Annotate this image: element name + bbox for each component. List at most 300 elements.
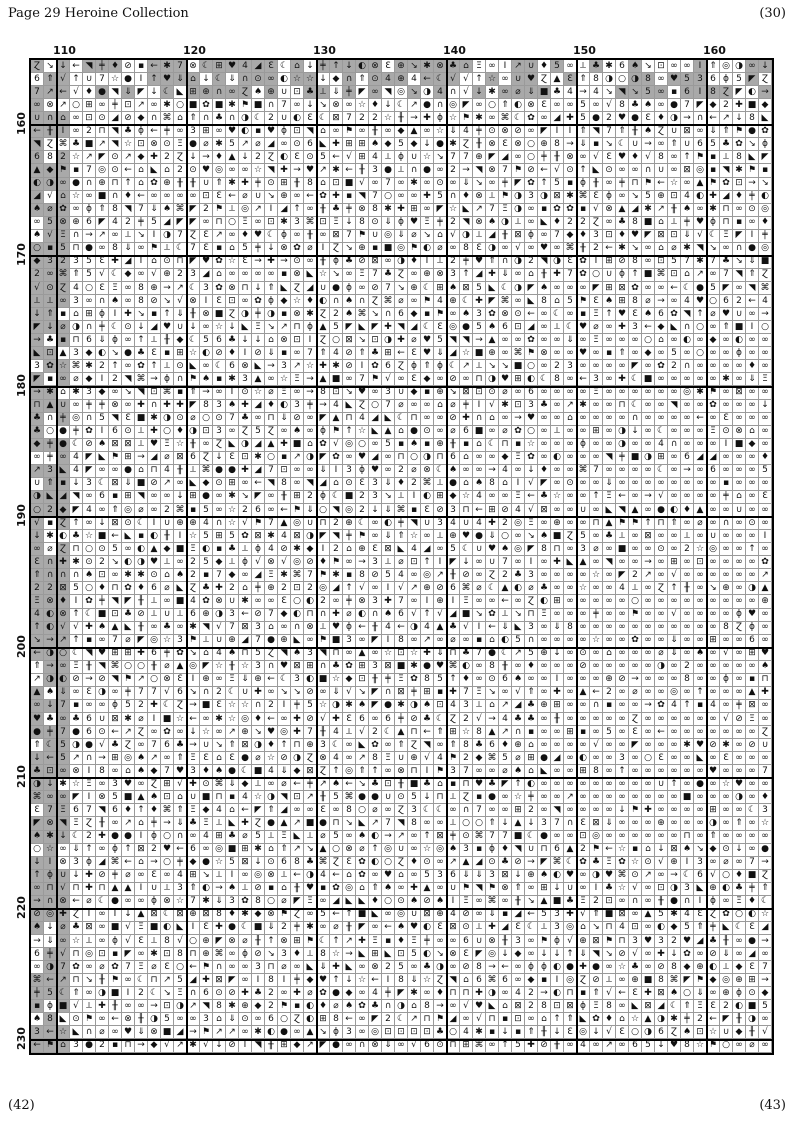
chart-cell: ☾ (486, 439, 499, 452)
chart-cell: ⌀ (70, 373, 83, 386)
chart-cell: ⇓ (278, 413, 291, 426)
chart-cell: ⊘ (525, 164, 538, 177)
chart-cell: ∞ (564, 700, 577, 713)
chart-cell: ⊗ (44, 595, 57, 608)
chart-cell: ✱ (564, 191, 577, 204)
chart-cell: ↓ (31, 308, 44, 321)
chart-cell: ■ (200, 791, 213, 804)
chart-cell: ♥ (616, 308, 629, 321)
chart-cell: → (538, 987, 551, 1000)
chart-cell: ⟂ (83, 935, 96, 948)
chart-cell: ◆ (213, 556, 226, 569)
chart-cell: Ɀ (317, 334, 330, 347)
chart-cell: 5 (330, 321, 343, 334)
chart-cell: 7 (109, 635, 122, 648)
chart-cell: 8 (681, 674, 694, 687)
chart-cell: ◑ (31, 778, 44, 791)
chart-cell: ⊞ (512, 804, 525, 817)
chart-cell: ∞ (525, 935, 538, 948)
chart-cell: ♥ (616, 112, 629, 125)
chart-cell: ∪ (733, 308, 746, 321)
chart-cell: 3 (434, 517, 447, 530)
chart-cell: 2 (681, 543, 694, 556)
chart-cell: ♦ (499, 844, 512, 857)
chart-cell: 7 (551, 230, 564, 243)
chart-cell: ⊗ (57, 609, 70, 622)
chart-cell: ∞ (694, 204, 707, 217)
chart-cell: → (577, 86, 590, 99)
chart-cell: Ɀ (226, 308, 239, 321)
chart-cell: √ (590, 151, 603, 164)
chart-cell: 4 (265, 543, 278, 556)
chart-cell: ⇓ (746, 373, 759, 386)
chart-cell: ∞ (681, 400, 694, 413)
chart-cell: ∞ (382, 452, 395, 465)
chart-cell: ◆ (759, 987, 772, 1000)
chart-cell: ⌂ (187, 73, 200, 86)
chart-cell: ◣ (187, 478, 200, 491)
chart-cell: ∞ (200, 360, 213, 373)
chart-cell: ▪ (109, 491, 122, 504)
chart-cell: ◆ (31, 439, 44, 452)
chart-cell: ∞ (668, 491, 681, 504)
chart-cell: ∩ (226, 112, 239, 125)
chart-cell: ⊙ (265, 857, 278, 870)
chart-cell: ⊡ (317, 217, 330, 230)
chart-cell: ╪ (122, 687, 135, 700)
chart-cell: ↓ (57, 831, 70, 844)
chart-cell: ⊡ (395, 948, 408, 961)
chart-cell: ∞ (239, 961, 252, 974)
chart-cell: ✿ (356, 857, 369, 870)
chart-cell: ● (226, 765, 239, 778)
chart-cell: ⊞ (122, 491, 135, 504)
chart-cell: 4 (499, 465, 512, 478)
chart-cell: ∞ (616, 831, 629, 844)
chart-cell: ∞ (655, 387, 668, 400)
chart-cell: ↓ (187, 726, 200, 739)
chart-cell: ⊘ (577, 661, 590, 674)
chart-cell: ⇓ (668, 648, 681, 661)
chart-cell: ● (31, 726, 44, 739)
chart-cell: ∞ (499, 347, 512, 360)
chart-cell: ╫ (135, 595, 148, 608)
chart-cell: ← (395, 347, 408, 360)
chart-cell: ╫ (317, 204, 330, 217)
chart-cell: ⊞ (746, 974, 759, 987)
chart-cell: 2 (317, 595, 330, 608)
chart-cell: ♠ (31, 204, 44, 217)
chart-cell: ⇓ (525, 86, 538, 99)
chart-cell: √ (447, 73, 460, 86)
chart-cell: ◥ (122, 204, 135, 217)
chart-cell: 5 (200, 504, 213, 517)
chart-cell: ⊗ (564, 151, 577, 164)
chart-cell: ◎ (447, 321, 460, 334)
chart-cell: ⊙ (434, 178, 447, 191)
chart-cell: ◐ (278, 400, 291, 413)
chart-cell: ♣ (720, 138, 733, 151)
chart-cell: ☆ (57, 1026, 70, 1039)
chart-cell: 8 (408, 817, 421, 830)
chart-cell: ⊓ (538, 844, 551, 857)
chart-cell: ∞ (707, 556, 720, 569)
chart-cell: ← (135, 191, 148, 204)
chart-cell: 3 (525, 569, 538, 582)
chart-cell: ○ (200, 413, 213, 426)
chart-cell: ⌀ (252, 752, 265, 765)
chart-cell: ↘ (434, 948, 447, 961)
chart-cell: ∞ (707, 648, 720, 661)
chart-cell: ▪ (109, 1040, 122, 1053)
chart-cell: ↓ (512, 870, 525, 883)
chart-cell: 5 (395, 961, 408, 974)
chart-cell: ⊘ (213, 347, 226, 360)
chart-cell: 5 (759, 465, 772, 478)
chart-cell: ∞ (122, 334, 135, 347)
chart-cell: ◥ (330, 504, 343, 517)
chart-cell: ◑ (148, 1013, 161, 1026)
chart-cell: ∞ (317, 922, 330, 935)
chart-cell: ◢ (239, 635, 252, 648)
chart-cell: Ι (83, 765, 96, 778)
chart-cell: ⌀ (499, 387, 512, 400)
chart-cell: ◎ (720, 60, 733, 73)
chart-cell: Ι (382, 582, 395, 595)
chart-cell: ∞ (694, 831, 707, 844)
chart-cell: ∞ (655, 569, 668, 582)
chart-cell: ☆ (226, 713, 239, 726)
chart-cell: 8 (551, 373, 564, 386)
chart-cell: ↑ (122, 844, 135, 857)
chart-cell: → (759, 935, 772, 948)
chart-cell: ▲ (317, 844, 330, 857)
chart-cell: ◐ (512, 582, 525, 595)
chart-cell: ♠ (681, 1026, 694, 1039)
chart-cell: ◐ (551, 870, 564, 883)
chart-cell: ⊠ (174, 909, 187, 922)
chart-cell: ♥ (330, 622, 343, 635)
chart-cell: ◥ (200, 1000, 213, 1013)
chart-cell: √ (525, 478, 538, 491)
chart-cell: ∞ (564, 439, 577, 452)
chart-cell: ↓ (538, 948, 551, 961)
chart-cell: ◥ (590, 948, 603, 961)
chart-cell: ✿ (629, 282, 642, 295)
chart-cell: ∞ (616, 687, 629, 700)
chart-cell: ⊓ (44, 883, 57, 896)
chart-cell: ← (538, 164, 551, 177)
chart-cell: ♣ (330, 661, 343, 674)
chart-cell: Ξ (83, 778, 96, 791)
chart-cell: ✚ (421, 191, 434, 204)
chart-cell: 4 (213, 648, 226, 661)
chart-cell: ◢ (200, 269, 213, 282)
chart-cell: ∞ (434, 817, 447, 830)
chart-cell: ∞ (603, 465, 616, 478)
chart-cell: ∞ (603, 360, 616, 373)
chart-cell: ⊠ (369, 256, 382, 269)
chart-cell: ⊕ (200, 674, 213, 687)
chart-cell: ☆ (161, 635, 174, 648)
chart-cell: ∞ (668, 804, 681, 817)
chart-cell: ♦ (317, 1000, 330, 1013)
chart-cell: 4 (460, 125, 473, 138)
chart-cell: Ɀ (135, 726, 148, 739)
chart-cell: 5 (57, 752, 70, 765)
chart-cell: ◤ (70, 791, 83, 804)
chart-cell: ↗ (96, 138, 109, 151)
major-gridline-vertical (56, 60, 58, 1053)
chart-cell: ∞ (499, 73, 512, 86)
chart-cell: ⊘ (538, 1040, 551, 1053)
chart-cell: ▲ (512, 817, 525, 830)
chart-cell: → (31, 387, 44, 400)
chart-cell: ⊗ (148, 138, 161, 151)
chart-cell: ⊘ (252, 948, 265, 961)
chart-cell: ◆ (278, 295, 291, 308)
chart-cell: 5 (668, 347, 681, 360)
chart-cell: ∞ (759, 413, 772, 426)
chart-cell: ∞ (707, 439, 720, 452)
chart-cell: ☾ (395, 99, 408, 112)
chart-cell: Ι (44, 857, 57, 870)
chart-cell: ◣ (460, 204, 473, 217)
chart-cell: ∞ (759, 713, 772, 726)
chart-cell: ⊞ (746, 648, 759, 661)
chart-cell: ✚ (486, 922, 499, 935)
chart-cell: ◎ (382, 230, 395, 243)
chart-cell: Ɀ (70, 909, 83, 922)
chart-cell: ╪ (395, 713, 408, 726)
chart-cell: Ι (135, 883, 148, 896)
major-gridline-vertical (186, 60, 188, 1053)
chart-cell: ⊠ (551, 191, 564, 204)
chart-cell: ◑ (304, 870, 317, 883)
chart-cell: ∞ (200, 713, 213, 726)
chart-cell: ◥ (473, 883, 486, 896)
chart-cell: ⇑ (733, 817, 746, 830)
chart-cell: ∞ (226, 269, 239, 282)
chart-cell: ⊞ (356, 138, 369, 151)
chart-cell: ⇓ (317, 465, 330, 478)
chart-cell: ▲ (460, 857, 473, 870)
chart-cell: ♠ (135, 765, 148, 778)
chart-cell: ∞ (668, 726, 681, 739)
chart-cell: ∞ (694, 791, 707, 804)
chart-cell: ⌀ (655, 648, 668, 661)
chart-cell: ○ (707, 295, 720, 308)
chart-cell: ⇑ (499, 99, 512, 112)
chart-cell: ✿ (200, 99, 213, 112)
chart-cell: ╪ (148, 817, 161, 830)
chart-cell: ∞ (473, 661, 486, 674)
row-number-label: 170 (15, 243, 28, 266)
chart-cell: ▪ (421, 439, 434, 452)
chart-cell: ∞ (473, 909, 486, 922)
chart-cell: ✿ (252, 295, 265, 308)
chart-cell: ∞ (252, 1013, 265, 1026)
chart-cell: ∩ (187, 987, 200, 1000)
chart-cell: ♣ (564, 896, 577, 909)
chart-cell: ⚑ (642, 178, 655, 191)
chart-cell: ∞ (551, 334, 564, 347)
chart-cell: ╪ (109, 870, 122, 883)
chart-cell: ◤ (642, 230, 655, 243)
chart-cell: ∩ (83, 321, 96, 334)
chart-cell: ✿ (720, 178, 733, 191)
chart-cell: ⊘ (122, 60, 135, 73)
chart-cell: ♥ (525, 413, 538, 426)
chart-cell: ⊗ (434, 269, 447, 282)
chart-cell: ✿ (577, 857, 590, 870)
chart-cell: ☾ (382, 726, 395, 739)
chart-cell: √ (434, 609, 447, 622)
chart-cell: ⊕ (434, 387, 447, 400)
chart-cell: ♣ (70, 922, 83, 935)
chart-cell: ♣ (70, 138, 83, 151)
chart-cell: ∞ (291, 230, 304, 243)
chart-cell: ◤ (746, 73, 759, 86)
chart-cell: ⌀ (83, 896, 96, 909)
chart-cell: ∞ (668, 387, 681, 400)
chart-cell: Ι (239, 347, 252, 360)
chart-cell: ● (109, 831, 122, 844)
chart-cell: ⊙ (174, 413, 187, 426)
chart-cell: ⚑ (629, 517, 642, 530)
chart-cell: ↘ (278, 687, 291, 700)
chart-cell: Ɛ (473, 243, 486, 256)
chart-cell: ✚ (57, 909, 70, 922)
chart-cell: ⇓ (382, 530, 395, 543)
chart-cell: → (265, 360, 278, 373)
chart-cell: ◆ (343, 674, 356, 687)
chart-cell: ⌂ (525, 739, 538, 752)
chart-cell: 2 (382, 961, 395, 974)
chart-cell: ⟂ (317, 86, 330, 99)
chart-cell: → (213, 883, 226, 896)
chart-cell: Ɛ (382, 60, 395, 73)
chart-cell: ▪ (278, 269, 291, 282)
chart-cell: Ι (317, 243, 330, 256)
chart-cell: ∞ (564, 674, 577, 687)
chart-cell: ↓ (239, 334, 252, 347)
chart-cell: Ɛ (460, 948, 473, 961)
chart-cell: ⚑ (707, 387, 720, 400)
chart-cell: ⊙ (96, 543, 109, 556)
chart-cell: ∞ (668, 452, 681, 465)
chart-cell: ╫ (83, 661, 96, 674)
chart-cell: ◐ (746, 86, 759, 99)
chart-cell: √ (70, 1000, 83, 1013)
chart-cell: ♥ (304, 164, 317, 177)
chart-cell: 2 (525, 987, 538, 1000)
chart-cell: ∞ (681, 517, 694, 530)
chart-cell: ✱ (252, 844, 265, 857)
chart-cell: ▲ (395, 726, 408, 739)
chart-cell: ✿ (83, 595, 96, 608)
chart-cell: 7 (382, 178, 395, 191)
chart-cell: ⇓ (70, 844, 83, 857)
chart-cell: ◑ (434, 961, 447, 974)
chart-cell: ■ (187, 99, 200, 112)
chart-cell: ∞ (590, 1040, 603, 1053)
chart-cell: ∞ (564, 347, 577, 360)
chart-cell: ∞ (265, 778, 278, 791)
chart-cell: ∞ (655, 870, 668, 883)
chart-cell: ▪ (577, 987, 590, 1000)
chart-cell: ⊠ (135, 844, 148, 857)
chart-cell: ╫ (551, 713, 564, 726)
chart-cell: ⊓ (96, 125, 109, 138)
chart-cell: Ξ (720, 230, 733, 243)
chart-cell: ← (421, 73, 434, 86)
chart-cell: ⊙ (434, 1040, 447, 1053)
chart-cell: ↗ (434, 569, 447, 582)
chart-cell: ♠ (382, 883, 395, 896)
chart-cell: ∩ (148, 112, 161, 125)
chart-cell: ○ (733, 909, 746, 922)
chart-cell: ∞ (746, 400, 759, 413)
chart-cell: ╫ (447, 569, 460, 582)
chart-cell: ◢ (304, 282, 317, 295)
chart-cell: Ι (83, 909, 96, 922)
chart-cell: ♦ (122, 191, 135, 204)
chart-cell: ⊠ (655, 987, 668, 1000)
chart-cell: ⊗ (187, 295, 200, 308)
chart-cell: ∞ (759, 948, 772, 961)
chart-cell: ⊓ (213, 217, 226, 230)
chart-cell: ∞ (668, 478, 681, 491)
chart-cell: Ɛ (213, 295, 226, 308)
chart-cell: ◢ (512, 700, 525, 713)
chart-cell: ♣ (122, 125, 135, 138)
chart-cell: ■ (395, 661, 408, 674)
chart-cell: ⚑ (460, 883, 473, 896)
chart-cell: 8 (252, 896, 265, 909)
chart-cell: ↑ (551, 1013, 564, 1026)
chart-cell: → (746, 178, 759, 191)
chart-cell: ⇑ (278, 844, 291, 857)
row-number-label: 230 (15, 1027, 28, 1050)
chart-cell: ↗ (694, 269, 707, 282)
chart-cell: Ξ (408, 935, 421, 948)
chart-cell: ◐ (655, 922, 668, 935)
chart-cell: 4 (330, 726, 343, 739)
chart-cell: ∞ (31, 543, 44, 556)
chart-cell: ← (70, 896, 83, 909)
chart-cell: ⊗ (330, 99, 343, 112)
chart-cell: ⊠ (200, 909, 213, 922)
chart-cell: ⟂ (161, 883, 174, 896)
chart-cell: ⊞ (668, 556, 681, 569)
chart-cell: ↓ (135, 321, 148, 334)
chart-cell: ◆ (447, 491, 460, 504)
chart-cell: ∞ (668, 334, 681, 347)
chart-cell: ╪ (70, 426, 83, 439)
chart-cell: ⇓ (577, 138, 590, 151)
chart-cell: ∞ (681, 60, 694, 73)
chart-cell: ⊠ (304, 765, 317, 778)
chart-cell: ◤ (31, 373, 44, 386)
chart-cell: ⌘ (616, 870, 629, 883)
chart-cell: ✚ (187, 778, 200, 791)
chart-cell: ∞ (499, 687, 512, 700)
chart-cell: 4 (499, 713, 512, 726)
chart-cell: Ɛ (278, 595, 291, 608)
chart-cell: ∞ (616, 191, 629, 204)
chart-cell: Ɛ (291, 151, 304, 164)
